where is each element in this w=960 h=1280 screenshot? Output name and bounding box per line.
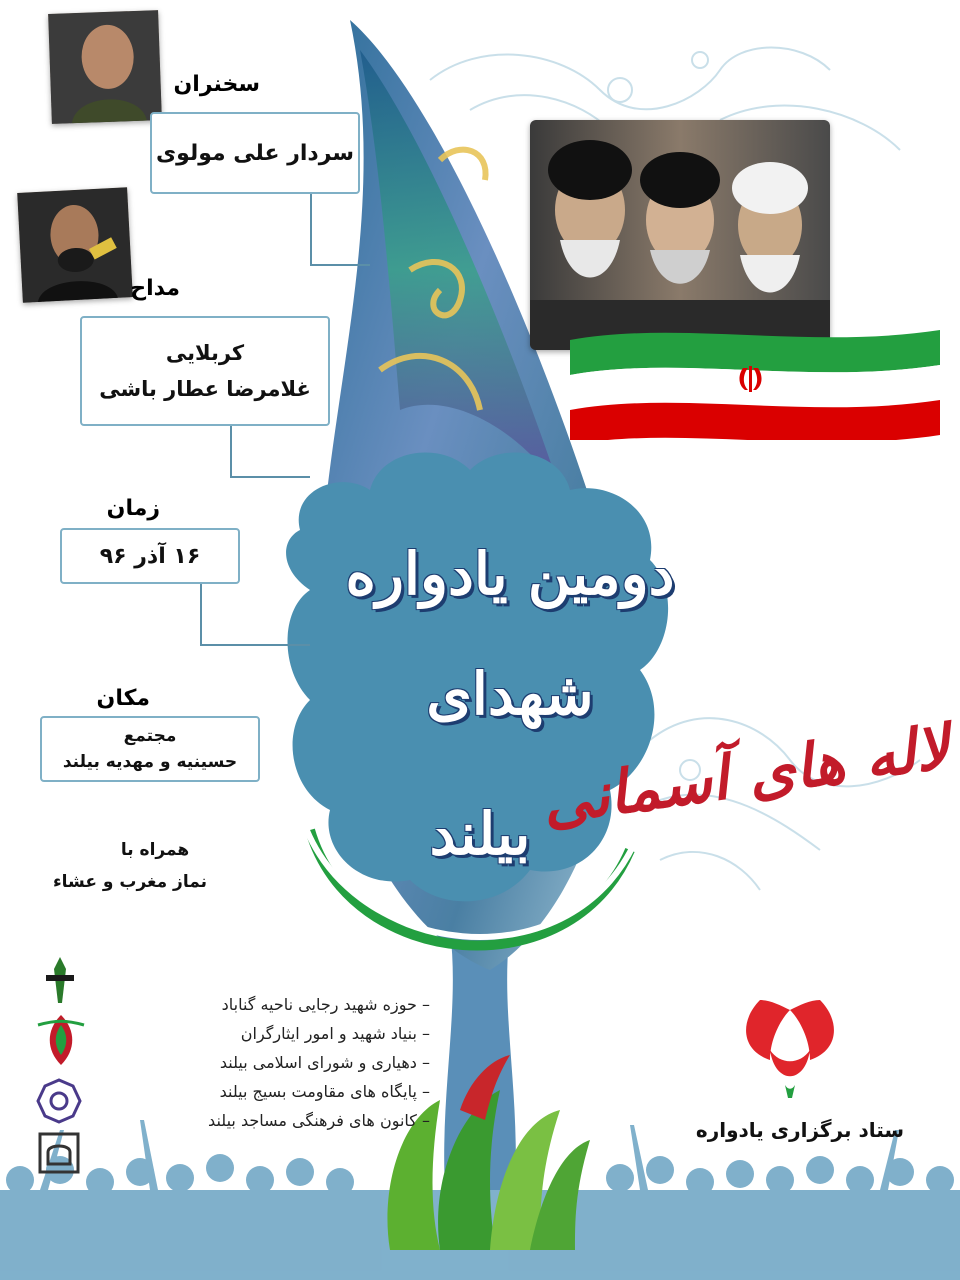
time-value: ۱۶ آذر ۹۶	[99, 543, 201, 569]
time-box	[60, 528, 240, 584]
along-line2: نماز مغرب و عشاء	[52, 872, 208, 892]
organizer-item: – پایگاه های مقاومت بسیج بیلند	[219, 1082, 430, 1101]
place-label: مکان	[96, 686, 150, 711]
organizer-item: – دهیاری و شورای اسلامی بیلند	[219, 1053, 430, 1072]
organizer-item: – بنیاد شهید و امور ایثارگران	[240, 1024, 430, 1043]
place-line2: حسینیه و مهدیه بیلند	[62, 752, 238, 772]
connector-line	[310, 194, 313, 264]
calligraphy-title: لاله های آسمانی	[537, 712, 954, 839]
mosque-emblem-icon	[36, 1130, 82, 1176]
tulip-logo-icon	[730, 990, 850, 1100]
headquarters-label: ستاد برگزاری یادواره	[695, 1118, 905, 1142]
time-label: زمان	[106, 496, 160, 521]
ipcg-emblem-icon	[40, 955, 80, 1005]
iran-flag	[560, 310, 950, 440]
eulogist-title: کربلایی	[165, 341, 245, 365]
basij-emblem-icon	[36, 1078, 82, 1124]
connector-line	[230, 476, 310, 479]
organizer-item: – کانون های فرهنگی مساجد بیلند	[208, 1111, 430, 1130]
connector-line	[200, 644, 310, 647]
place-line1: مجتمع	[123, 726, 177, 746]
organizer-item: – حوزه شهید رجایی ناحیه گناباد	[221, 995, 430, 1014]
connector-line	[230, 426, 233, 476]
eulogist-name: غلامرضا عطار باشی	[99, 377, 311, 401]
organizers-list	[120, 995, 430, 1140]
eulogist-box	[80, 316, 330, 426]
speaker-name: سردار علی مولوی	[155, 140, 355, 166]
place-box	[40, 716, 260, 782]
speaker-label: سخنران	[173, 72, 260, 97]
speaker-box	[150, 112, 360, 194]
connector-line	[310, 264, 370, 267]
martyrs-foundation-icon	[36, 1010, 86, 1070]
title-line-1: دومین یادواره	[345, 540, 675, 608]
eulogist-label: مداح	[130, 276, 180, 301]
title-line-3: بیلند	[429, 800, 531, 868]
title-line-2: شهدای	[426, 660, 594, 728]
speaker-photo	[48, 10, 162, 124]
along-line1: همراه با	[120, 840, 190, 860]
connector-line	[200, 584, 203, 644]
